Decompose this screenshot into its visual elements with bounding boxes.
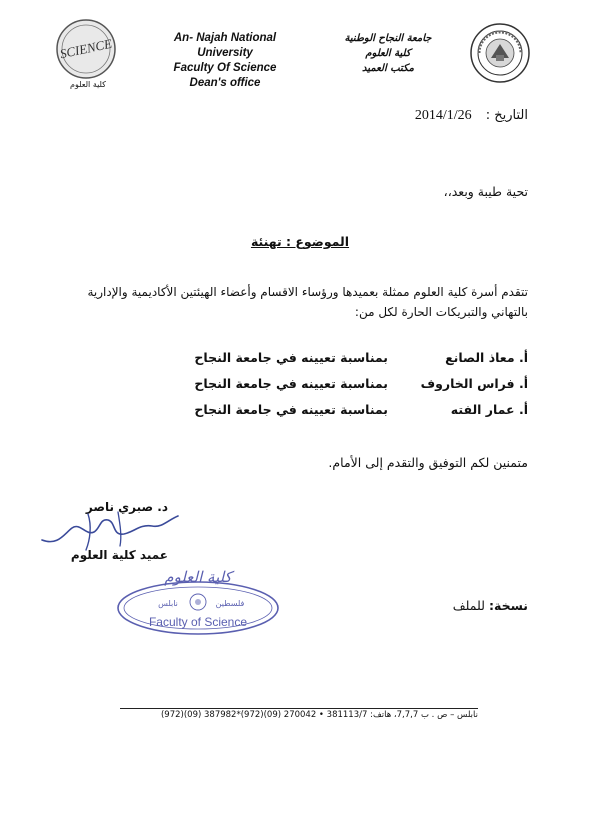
- faculty-name-en: Faculty Of Science: [173, 62, 277, 74]
- greeting: تحية طيبة وبعد،،: [443, 184, 528, 199]
- stamp-bottom-text: Faculty of Science: [148, 615, 248, 629]
- logo-text: SCIENCE: [58, 35, 114, 62]
- copy-value: للملف: [452, 598, 485, 613]
- recipient-occasion: بمناسبة تعيينه في جامعة النجاح: [194, 350, 388, 365]
- university-name-ar: جامعة النجاح الوطنية: [344, 33, 432, 44]
- university-seal-logo: [469, 22, 531, 84]
- recipient-row: [148, 376, 528, 396]
- subject-text: الموضوع : تهنئة: [250, 234, 350, 249]
- signatory-name: د. صبري ناصر: [85, 500, 168, 514]
- stamp-right-text: فلسطين: [215, 599, 245, 608]
- date-line: [415, 108, 528, 124]
- faculty-stamp: [108, 568, 288, 640]
- office-name-en: Dean's office: [189, 77, 261, 89]
- recipient-name: أ. معاذ الصانع: [445, 350, 528, 365]
- logo-caption: كلية العلوم: [70, 80, 106, 89]
- footer-divider: [120, 708, 478, 709]
- recipient-row: [148, 402, 528, 422]
- recipient-occasion: بمناسبة تعيينه في جامعة النجاح: [194, 376, 388, 391]
- recipient-row: [148, 350, 528, 370]
- arabic-header: [338, 31, 438, 76]
- copy-line: [453, 598, 528, 613]
- copy-label: نسخة:: [488, 598, 528, 613]
- university-name-en: An- Najah National University: [173, 32, 277, 59]
- science-faculty-logo: [55, 18, 117, 80]
- subject-line: [0, 234, 600, 249]
- recipient-occasion: بمناسبة تعيينه في جامعة النجاح: [194, 402, 388, 417]
- date-value: 2014/1/26: [414, 108, 472, 123]
- recipient-name: أ. فراس الخاروف: [420, 376, 528, 391]
- body-paragraph: تتقدم أسرة كلية العلوم ممثلة بعميدها ورؤساء الاقسام وأعضاء الهيئتين الأكاديمية والإدارية بالتهاني والتبريكات الحارة لكل من:: [87, 285, 528, 319]
- stamp-top-text: كلية العلوم: [164, 568, 232, 586]
- page-edge: [0, 0, 600, 1]
- office-name-ar: مكتب العميد: [362, 63, 414, 74]
- faculty-name-ar: كلية العلوم: [365, 48, 411, 59]
- footer-contact: نابلس – ص . ب 7,7,7، هاتف: 381113/7 • 270042 (09)(972)*387982 (09)(972): [160, 710, 478, 720]
- signatory-title: عميد كلية العلوم: [70, 548, 168, 562]
- recipient-name: أ. عمار الفته: [450, 402, 528, 417]
- date-label: التاريخ :: [485, 108, 528, 123]
- closing-line: متمنين لكم التوفيق والتقدم إلى الأمام.: [328, 455, 528, 470]
- stamp-left-text: نابلس: [158, 599, 178, 608]
- english-header: [150, 31, 300, 91]
